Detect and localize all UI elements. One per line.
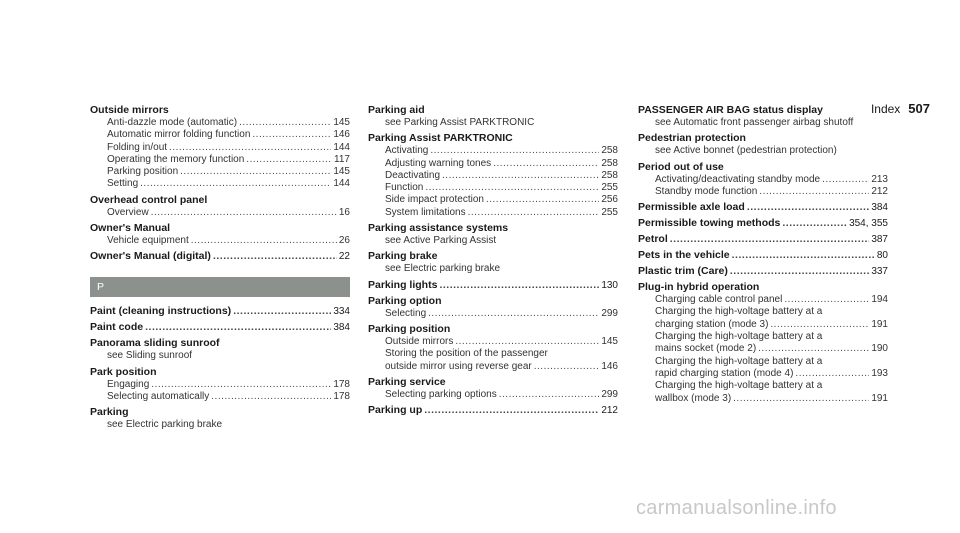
index-column-3 (638, 104, 888, 408)
entry-heading: Parking brake (368, 250, 438, 263)
see-reference[interactable]: see Parking Assist PARKTRONIC (385, 117, 535, 128)
sub-entry[interactable]: rapid charging station (mode 4) ..... 193 (638, 368, 888, 380)
index-entry-parking-service (368, 376, 618, 401)
index-entry-petrol[interactable] (638, 233, 888, 246)
index-entry-paint-code[interactable] (90, 321, 350, 334)
index-entry-outside-mirrors (90, 104, 350, 191)
sub-entry[interactable]: Adjusting warning tones ..... 258 (368, 158, 618, 170)
entry-heading: Period out of use (638, 160, 724, 173)
index-entry-towing[interactable] (638, 217, 888, 230)
index-entry-plastic[interactable] (638, 265, 888, 278)
index-entry-parking-up[interactable] (368, 404, 618, 417)
entry-heading: Paint code ..... 384 (90, 321, 350, 334)
see-reference[interactable]: see Electric parking brake (385, 263, 501, 275)
sub-entry[interactable]: Standby mode function ..... 212 (638, 186, 888, 198)
sub-entry[interactable]: mains socket (mode 2) ..... 190 (638, 343, 888, 355)
index-entry-axle[interactable] (638, 201, 888, 214)
index-entry-airbag (638, 104, 888, 129)
sub-entry[interactable]: Selecting parking options ..... 299 (368, 389, 618, 401)
see-reference[interactable]: see Electric parking brake (107, 419, 223, 431)
entry-heading: Parking up ..... 212 (368, 404, 618, 417)
entry-heading: Parking aid (368, 104, 425, 116)
sub-entry[interactable]: Side impact protection ..... 256 (368, 194, 618, 206)
entry-heading: Plug-in hybrid operation (638, 281, 760, 294)
entry-heading: Permissible towing methods ..... 354, 355 (638, 217, 888, 230)
index-entry-paint-cleaning[interactable] (90, 305, 350, 318)
index-entry-parking-lights[interactable] (368, 279, 618, 292)
entry-heading: Parking assistance systems (368, 222, 509, 235)
see-reference[interactable]: see Active Parking Assist (385, 235, 497, 247)
index-entry-parking-option (368, 295, 618, 320)
index-entry-parking-aid (368, 104, 618, 129)
sub-entry-line: Charging the high-voltage battery at a (655, 380, 823, 392)
entry-heading: Plastic trim (Care) ..... 337 (638, 265, 888, 278)
sub-entry[interactable]: Anti-dazzle mode (automatic) ..... 145 (90, 117, 350, 129)
sub-entry[interactable]: Selecting ..... 299 (368, 308, 618, 320)
sub-entry[interactable]: Activating ..... 258 (368, 145, 618, 157)
sub-entry[interactable]: Charging cable control panel ..... 194 (638, 294, 888, 306)
see-reference[interactable]: see Sliding sunroof (107, 350, 193, 362)
sub-entry[interactable]: Outside mirrors ..... 145 (368, 336, 618, 348)
index-entry-park-position (90, 366, 350, 404)
index-entry-overhead (90, 194, 350, 219)
index-entry-plugin (638, 281, 888, 405)
index-column-1 (90, 104, 350, 435)
page-number: 507 (908, 101, 930, 116)
entry-heading: Overhead control panel (90, 193, 208, 206)
entry-heading: Permissible axle load ..... 384 (638, 201, 888, 214)
index-entry-pedestrian (638, 132, 888, 157)
index-entry-parking-brake (368, 250, 618, 275)
sub-entry[interactable]: Function ..... 255 (368, 182, 618, 194)
sub-entry-line: Charging the high-voltage battery at a (655, 355, 823, 367)
letter-section-header: P (90, 277, 350, 297)
sub-entry[interactable]: Setting ..... 144 (90, 178, 350, 190)
index-entry-parktronic (368, 132, 618, 219)
watermark-text: carmanualsonline.info (636, 497, 837, 519)
entry-heading: Owner's Manual (90, 222, 171, 235)
entry-heading: Petrol ..... 387 (638, 233, 888, 246)
section-label: Index (870, 102, 901, 116)
sub-entry[interactable]: Operating the memory function ..... 117 (90, 154, 350, 166)
index-entry-assistance (368, 222, 618, 247)
sub-entry[interactable]: Deactivating ..... 258 (368, 170, 618, 182)
see-reference[interactable]: see Automatic front passenger airbag shutoff (655, 117, 854, 128)
sub-entry-line: Charging the high-voltage battery at a (655, 331, 823, 343)
index-entry-parking-position (368, 323, 618, 373)
sub-entry[interactable]: Engaging ..... 178 (90, 379, 350, 391)
entry-heading: Parking Assist PARKTRONIC (368, 132, 513, 145)
sub-entry-line: Storing the position of the passenger (385, 348, 548, 360)
index-entry-owners-digital[interactable] (90, 250, 350, 263)
sub-entry[interactable]: Folding in/out ..... 144 (90, 142, 350, 154)
entry-heading: Parking position (368, 322, 451, 335)
sub-entry[interactable]: Automatic mirror folding function ..... 146 (90, 129, 350, 141)
entry-heading: Pedestrian protection (638, 132, 746, 145)
sub-entry[interactable]: Overview ..... 16 (90, 207, 350, 219)
entry-heading: Parking lights ..... 130 (368, 279, 618, 292)
index-entry-panorama (90, 337, 350, 362)
sub-entry[interactable]: outside mirror using reverse gear ..... 146 (368, 361, 618, 373)
sub-entry[interactable]: wallbox (mode 3) ..... 191 (638, 393, 888, 405)
index-entry-pets[interactable] (638, 249, 888, 262)
entry-heading: Owner's Manual (digital) ..... 22 (90, 250, 350, 263)
sub-entry-line: Charging the high-voltage battery at a (655, 306, 823, 318)
entry-heading: Panorama sliding sunroof (90, 337, 220, 350)
sub-entry[interactable]: Parking position ..... 145 (90, 166, 350, 178)
sub-entry[interactable]: Vehicle equipment ..... 26 (90, 235, 350, 247)
index-entry-period (638, 161, 888, 199)
entry-heading: Parking option (368, 294, 442, 307)
entry-heading: Park position (90, 365, 157, 378)
index-entry-parking (90, 406, 350, 431)
sub-entry[interactable]: Activating/deactivating standby mode ..... 213 (638, 174, 888, 186)
index-entry-owners-manual (90, 222, 350, 247)
sub-entry[interactable]: Selecting automatically ..... 178 (90, 391, 350, 403)
index-column-2 (368, 104, 618, 420)
see-reference[interactable]: see Active bonnet (pedestrian protection) (655, 145, 837, 157)
entry-heading: Parking (90, 406, 129, 419)
sub-entry[interactable]: charging station (mode 3) ..... 191 (638, 319, 888, 331)
entry-heading: PASSENGER AIR BAG status display (638, 104, 823, 116)
entry-heading: Parking service (368, 375, 446, 388)
entry-heading: Pets in the vehicle ..... 80 (638, 249, 888, 262)
entry-heading: Paint (cleaning instructions) ..... 334 (90, 305, 350, 318)
entry-heading: Outside mirrors (90, 104, 169, 116)
sub-entry[interactable]: System limitations ..... 255 (368, 207, 618, 219)
